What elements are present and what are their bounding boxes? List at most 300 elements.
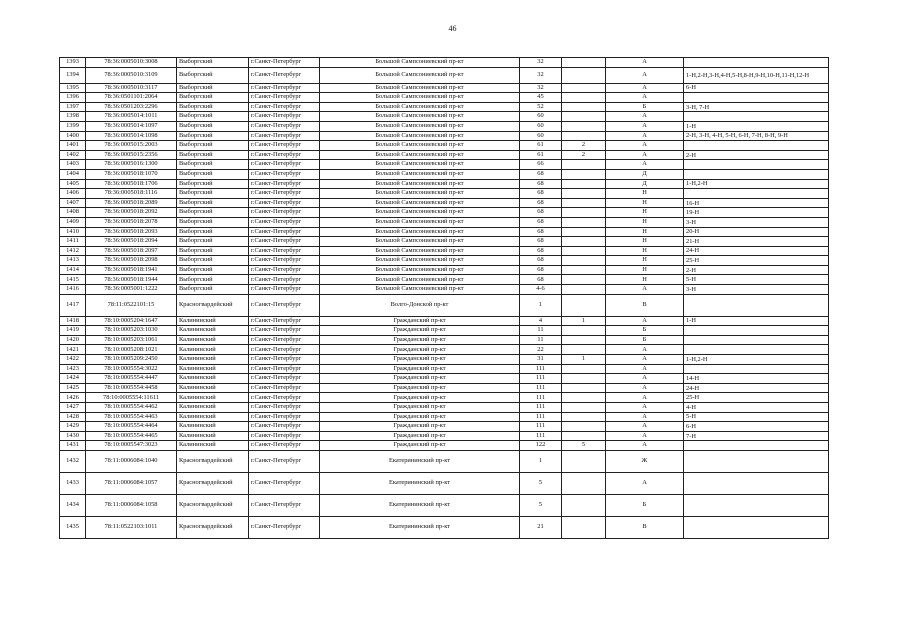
street-name-cell: Екатерининский пр-кт (320, 450, 520, 472)
cadastral-number-cell: 78:36:0005018:1070 (86, 169, 177, 179)
city-name-cell: г.Санкт-Петербург (249, 198, 320, 208)
table-row (60, 516, 829, 538)
house-number-cell: 111 (520, 364, 562, 374)
row-number-cell: 1434 (60, 494, 86, 516)
building-number-cell (562, 256, 606, 266)
letter-cell: А (606, 121, 684, 131)
city-name-cell: г.Санкт-Петербург (249, 494, 320, 516)
district-name-cell: Выборгский (177, 160, 249, 170)
row-number-cell: 1427 (60, 403, 86, 413)
building-number-cell (562, 112, 606, 122)
cadastral-number-cell: 78:10:0005554:4464 (86, 422, 177, 432)
house-number-cell: 111 (520, 412, 562, 422)
street-name-cell: Гражданский пр-кт (320, 374, 520, 384)
premises-cell: 1-Н (684, 316, 829, 326)
district-name-cell: Выборгский (177, 83, 249, 93)
house-number-cell: 5 (520, 494, 562, 516)
city-name-cell: г.Санкт-Петербург (249, 150, 320, 160)
district-name-cell: Выборгский (177, 246, 249, 256)
table-row (60, 422, 829, 432)
letter-cell: Н (606, 246, 684, 256)
building-number-cell (562, 83, 606, 93)
building-number-cell (562, 345, 606, 355)
table-row (60, 450, 829, 472)
house-number-cell: 111 (520, 431, 562, 441)
table-row (60, 326, 829, 336)
house-number-cell: 68 (520, 275, 562, 285)
street-name-cell: Большой Сампсониевский пр-кт (320, 67, 520, 83)
letter-cell: А (606, 412, 684, 422)
district-name-cell: Выборгский (177, 227, 249, 237)
building-number-cell (562, 275, 606, 285)
cadastral-number-cell: 78:36:0501203:2296 (86, 102, 177, 112)
district-name-cell: Выборгский (177, 141, 249, 151)
premises-cell (684, 450, 829, 472)
premises-cell: 3-Н, 7-Н (684, 102, 829, 112)
table-row (60, 431, 829, 441)
cadastral-number-cell: 78:10:0005554:4463 (86, 412, 177, 422)
street-name-cell: Большой Сампсониевский пр-кт (320, 227, 520, 237)
district-name-cell: Калининский (177, 355, 249, 365)
city-name-cell: г.Санкт-Петербург (249, 412, 320, 422)
table-row (60, 374, 829, 384)
table-row (60, 294, 829, 316)
row-number-cell: 1414 (60, 265, 86, 275)
city-name-cell: г.Санкт-Петербург (249, 131, 320, 141)
cadastral-number-cell: 78:10:0005554:4462 (86, 403, 177, 413)
house-number-cell: 22 (520, 345, 562, 355)
house-number-cell: 61 (520, 141, 562, 151)
cadastral-number-cell: 78:36:0005010:3117 (86, 83, 177, 93)
letter-cell: В (606, 516, 684, 538)
letter-cell: А (606, 472, 684, 494)
row-number-cell: 1399 (60, 121, 86, 131)
district-name-cell: Выборгский (177, 93, 249, 103)
building-number-cell (562, 364, 606, 374)
cadastral-number-cell: 78:36:0005018:2089 (86, 198, 177, 208)
district-name-cell: Выборгский (177, 150, 249, 160)
letter-cell: Н (606, 256, 684, 266)
house-number-cell: 68 (520, 198, 562, 208)
table-row (60, 179, 829, 189)
premises-cell (684, 93, 829, 103)
house-number-cell: 68 (520, 189, 562, 199)
row-number-cell: 1416 (60, 285, 86, 295)
cadastral-number-cell: 78:36:0005018:2078 (86, 217, 177, 227)
house-number-cell: 60 (520, 131, 562, 141)
cadastral-number-cell: 78:11:0006084:1040 (86, 450, 177, 472)
row-number-cell: 1426 (60, 393, 86, 403)
table-row (60, 131, 829, 141)
premises-cell (684, 189, 829, 199)
row-number-cell: 1406 (60, 189, 86, 199)
street-name-cell: Гражданский пр-кт (320, 316, 520, 326)
letter-cell: А (606, 345, 684, 355)
premises-cell (684, 294, 829, 316)
district-name-cell: Выборгский (177, 275, 249, 285)
row-number-cell: 1407 (60, 198, 86, 208)
city-name-cell: г.Санкт-Петербург (249, 431, 320, 441)
building-number-cell (562, 227, 606, 237)
house-number-cell: 45 (520, 93, 562, 103)
table-row (60, 275, 829, 285)
premises-cell: 1-Н (684, 121, 829, 131)
city-name-cell: г.Санкт-Петербург (249, 472, 320, 494)
house-number-cell: 68 (520, 179, 562, 189)
premises-cell: 25-Н (684, 393, 829, 403)
premises-cell: 2-Н (684, 265, 829, 275)
city-name-cell: г.Санкт-Петербург (249, 67, 320, 83)
cadastral-number-cell: 78:36:0005018:2094 (86, 237, 177, 247)
street-name-cell: Гражданский пр-кт (320, 431, 520, 441)
house-number-cell: 68 (520, 246, 562, 256)
table-row (60, 246, 829, 256)
street-name-cell: Большой Сампсониевский пр-кт (320, 179, 520, 189)
street-name-cell: Большой Сампсониевский пр-кт (320, 58, 520, 68)
city-name-cell: г.Санкт-Петербург (249, 141, 320, 151)
street-name-cell: Гражданский пр-кт (320, 364, 520, 374)
street-name-cell: Большой Сампсониевский пр-кт (320, 93, 520, 103)
district-name-cell: Красногвардейский (177, 294, 249, 316)
premises-cell (684, 472, 829, 494)
cadastral-number-cell: 78:10:0005547:3023 (86, 441, 177, 451)
row-number-cell: 1408 (60, 208, 86, 218)
row-number-cell: 1395 (60, 83, 86, 93)
district-name-cell: Выборгский (177, 121, 249, 131)
city-name-cell: г.Санкт-Петербург (249, 208, 320, 218)
building-number-cell (562, 169, 606, 179)
table-body (60, 58, 829, 539)
premises-cell: 2-Н (684, 150, 829, 160)
row-number-cell: 1421 (60, 345, 86, 355)
cadastral-number-cell: 78:36:0005014:1097 (86, 121, 177, 131)
table-row (60, 285, 829, 295)
house-number-cell: 111 (520, 403, 562, 413)
premises-cell: 21-Н (684, 237, 829, 247)
premises-cell (684, 335, 829, 345)
building-number-cell: 2 (562, 150, 606, 160)
table-row (60, 208, 829, 218)
building-number-cell (562, 237, 606, 247)
table-row (60, 237, 829, 247)
street-name-cell: Екатерининский пр-кт (320, 472, 520, 494)
city-name-cell: г.Санкт-Петербург (249, 237, 320, 247)
letter-cell: А (606, 58, 684, 68)
building-number-cell (562, 516, 606, 538)
table-row (60, 67, 829, 83)
building-number-cell (562, 67, 606, 83)
row-number-cell: 1423 (60, 364, 86, 374)
table-row (60, 383, 829, 393)
district-name-cell: Выборгский (177, 131, 249, 141)
district-name-cell: Выборгский (177, 285, 249, 295)
building-number-cell (562, 403, 606, 413)
building-number-cell (562, 472, 606, 494)
city-name-cell: г.Санкт-Петербург (249, 516, 320, 538)
cadastral-number-cell: 78:11:0006084:1057 (86, 472, 177, 494)
letter-cell: А (606, 393, 684, 403)
table-row (60, 494, 829, 516)
cadastral-number-cell: 78:11:0006084:1058 (86, 494, 177, 516)
house-number-cell: 52 (520, 102, 562, 112)
premises-cell (684, 441, 829, 451)
property-registry-table (59, 57, 829, 539)
district-name-cell: Красногвардейский (177, 450, 249, 472)
house-number-cell: 111 (520, 374, 562, 384)
city-name-cell: г.Санкт-Петербург (249, 316, 320, 326)
cadastral-number-cell: 78:36:0005018:2098 (86, 256, 177, 266)
cadastral-number-cell: 78:36:0005014:1098 (86, 131, 177, 141)
street-name-cell: Большой Сампсониевский пр-кт (320, 131, 520, 141)
table-row (60, 227, 829, 237)
row-number-cell: 1401 (60, 141, 86, 151)
city-name-cell: г.Санкт-Петербург (249, 217, 320, 227)
letter-cell: А (606, 374, 684, 384)
house-number-cell: 32 (520, 83, 562, 93)
row-number-cell: 1394 (60, 67, 86, 83)
house-number-cell: 32 (520, 58, 562, 68)
letter-cell: А (606, 150, 684, 160)
city-name-cell: г.Санкт-Петербург (249, 265, 320, 275)
district-name-cell: Калининский (177, 374, 249, 384)
house-number-cell: 66 (520, 160, 562, 170)
cadastral-number-cell: 78:36:0005018:2092 (86, 208, 177, 218)
row-number-cell: 1396 (60, 93, 86, 103)
cadastral-number-cell: 78:36:0005018:1116 (86, 189, 177, 199)
letter-cell: А (606, 355, 684, 365)
table-row (60, 345, 829, 355)
letter-cell: А (606, 131, 684, 141)
row-number-cell: 1397 (60, 102, 86, 112)
cadastral-number-cell: 78:36:0005018:1706 (86, 179, 177, 189)
letter-cell: Н (606, 208, 684, 218)
district-name-cell: Красногвардейский (177, 472, 249, 494)
building-number-cell (562, 58, 606, 68)
premises-cell: 5-Н (684, 412, 829, 422)
row-number-cell: 1424 (60, 374, 86, 384)
cadastral-number-cell: 78:10:0005203:1030 (86, 326, 177, 336)
premises-cell (684, 516, 829, 538)
house-number-cell: 31 (520, 355, 562, 365)
premises-cell (684, 326, 829, 336)
cadastral-number-cell: 78:10:0005554:3022 (86, 364, 177, 374)
district-name-cell: Выборгский (177, 198, 249, 208)
house-number-cell: 1 (520, 294, 562, 316)
city-name-cell: г.Санкт-Петербург (249, 403, 320, 413)
letter-cell: А (606, 403, 684, 413)
building-number-cell (562, 326, 606, 336)
district-name-cell: Выборгский (177, 169, 249, 179)
house-number-cell: 60 (520, 121, 562, 131)
street-name-cell: Большой Сампсониевский пр-кт (320, 246, 520, 256)
city-name-cell: г.Санкт-Петербург (249, 112, 320, 122)
premises-cell: 6-Н (684, 83, 829, 93)
premises-cell (684, 160, 829, 170)
table-row (60, 169, 829, 179)
city-name-cell: г.Санкт-Петербург (249, 93, 320, 103)
building-number-cell (562, 494, 606, 516)
cadastral-number-cell: 78:10:0005554:4447 (86, 374, 177, 384)
city-name-cell: г.Санкт-Петербург (249, 335, 320, 345)
row-number-cell: 1405 (60, 179, 86, 189)
table-row (60, 412, 829, 422)
district-name-cell: Калининский (177, 383, 249, 393)
street-name-cell: Гражданский пр-кт (320, 335, 520, 345)
city-name-cell: г.Санкт-Петербург (249, 83, 320, 93)
premises-cell (684, 169, 829, 179)
table-row (60, 256, 829, 266)
city-name-cell: г.Санкт-Петербург (249, 121, 320, 131)
district-name-cell: Выборгский (177, 256, 249, 266)
street-name-cell: Большой Сампсониевский пр-кт (320, 285, 520, 295)
letter-cell: Н (606, 237, 684, 247)
row-number-cell: 1429 (60, 422, 86, 432)
city-name-cell: г.Санкт-Петербург (249, 246, 320, 256)
building-number-cell (562, 335, 606, 345)
cadastral-number-cell: 78:36:0501101:2064 (86, 93, 177, 103)
city-name-cell: г.Санкт-Петербург (249, 189, 320, 199)
district-name-cell: Калининский (177, 403, 249, 413)
street-name-cell: Большой Сампсониевский пр-кт (320, 141, 520, 151)
table-row (60, 112, 829, 122)
city-name-cell: г.Санкт-Петербург (249, 160, 320, 170)
building-number-cell (562, 393, 606, 403)
row-number-cell: 1431 (60, 441, 86, 451)
letter-cell: Н (606, 198, 684, 208)
building-number-cell (562, 121, 606, 131)
building-number-cell (562, 198, 606, 208)
house-number-cell: 61 (520, 150, 562, 160)
street-name-cell: Большой Сампсониевский пр-кт (320, 217, 520, 227)
street-name-cell: Большой Сампсониевский пр-кт (320, 189, 520, 199)
building-number-cell (562, 131, 606, 141)
street-name-cell: Большой Сампсониевский пр-кт (320, 112, 520, 122)
row-number-cell: 1398 (60, 112, 86, 122)
table-row (60, 355, 829, 365)
letter-cell: Б (606, 494, 684, 516)
street-name-cell: Большой Сампсониевский пр-кт (320, 256, 520, 266)
district-name-cell: Красногвардейский (177, 516, 249, 538)
row-number-cell: 1404 (60, 169, 86, 179)
district-name-cell: Красногвардейский (177, 494, 249, 516)
building-number-cell (562, 208, 606, 218)
street-name-cell: Большой Сампсониевский пр-кт (320, 102, 520, 112)
building-number-cell (562, 294, 606, 316)
row-number-cell: 1417 (60, 294, 86, 316)
letter-cell: Н (606, 227, 684, 237)
building-number-cell (562, 160, 606, 170)
district-name-cell: Калининский (177, 345, 249, 355)
row-number-cell: 1430 (60, 431, 86, 441)
letter-cell: Б (606, 326, 684, 336)
cadastral-number-cell: 78:36:0005018:2093 (86, 227, 177, 237)
letter-cell: А (606, 441, 684, 451)
row-number-cell: 1435 (60, 516, 86, 538)
letter-cell: Д (606, 179, 684, 189)
premises-cell: 20-Н (684, 227, 829, 237)
building-number-cell: 1 (562, 316, 606, 326)
city-name-cell: г.Санкт-Петербург (249, 450, 320, 472)
premises-cell: 3-Н (684, 217, 829, 227)
row-number-cell: 1433 (60, 472, 86, 494)
house-number-cell: 11 (520, 326, 562, 336)
cadastral-number-cell: 78:36:0005016:1300 (86, 160, 177, 170)
city-name-cell: г.Санкт-Петербург (249, 393, 320, 403)
cadastral-number-cell: 78:10:0005554:4458 (86, 383, 177, 393)
district-name-cell: Калининский (177, 335, 249, 345)
cadastral-number-cell: 78:10:0005209:2450 (86, 355, 177, 365)
building-number-cell (562, 179, 606, 189)
street-name-cell: Гражданский пр-кт (320, 441, 520, 451)
table-row (60, 441, 829, 451)
cadastral-number-cell: 78:11:0522103:1011 (86, 516, 177, 538)
street-name-cell: Большой Сампсониевский пр-кт (320, 237, 520, 247)
table-row (60, 316, 829, 326)
house-number-cell: 68 (520, 169, 562, 179)
house-number-cell: 1 (520, 450, 562, 472)
premises-cell (684, 141, 829, 151)
premises-cell: 2-Н, 3-Н, 4-Н, 5-Н, 6-Н, 7-Н, 8-Н, 9-Н (684, 131, 829, 141)
letter-cell: А (606, 160, 684, 170)
street-name-cell: Гражданский пр-кт (320, 412, 520, 422)
house-number-cell: 68 (520, 227, 562, 237)
table-row (60, 121, 829, 131)
city-name-cell: г.Санкт-Петербург (249, 326, 320, 336)
street-name-cell: Большой Сампсониевский пр-кт (320, 198, 520, 208)
street-name-cell: Екатерининский пр-кт (320, 516, 520, 538)
building-number-cell (562, 102, 606, 112)
premises-cell: 25-Н (684, 256, 829, 266)
street-name-cell: Гражданский пр-кт (320, 383, 520, 393)
row-number-cell: 1420 (60, 335, 86, 345)
city-name-cell: г.Санкт-Петербург (249, 364, 320, 374)
city-name-cell: г.Санкт-Петербург (249, 355, 320, 365)
district-name-cell: Калининский (177, 412, 249, 422)
city-name-cell: г.Санкт-Петербург (249, 285, 320, 295)
street-name-cell: Екатерининский пр-кт (320, 494, 520, 516)
district-name-cell: Калининский (177, 326, 249, 336)
city-name-cell: г.Санкт-Петербург (249, 58, 320, 68)
city-name-cell: г.Санкт-Петербург (249, 179, 320, 189)
cadastral-number-cell: 78:36:0005018:1941 (86, 265, 177, 275)
street-name-cell: Гражданский пр-кт (320, 355, 520, 365)
building-number-cell (562, 265, 606, 275)
letter-cell: А (606, 383, 684, 393)
row-number-cell: 1418 (60, 316, 86, 326)
premises-cell: 1-Н,2-Н (684, 179, 829, 189)
premises-cell: 19-Н (684, 208, 829, 218)
district-name-cell: Выборгский (177, 102, 249, 112)
premises-cell (684, 364, 829, 374)
house-number-cell: 4 (520, 316, 562, 326)
building-number-cell (562, 431, 606, 441)
district-name-cell: Выборгский (177, 67, 249, 83)
cadastral-number-cell: 78:10:0005554:11611 (86, 393, 177, 403)
building-number-cell (562, 285, 606, 295)
letter-cell: Б (606, 335, 684, 345)
district-name-cell: Выборгский (177, 58, 249, 68)
premises-cell (684, 345, 829, 355)
cadastral-number-cell: 78:36:0005010:3109 (86, 67, 177, 83)
house-number-cell: 60 (520, 112, 562, 122)
premises-cell: 1-Н,2-Н (684, 355, 829, 365)
table-row (60, 265, 829, 275)
row-number-cell: 1432 (60, 450, 86, 472)
row-number-cell: 1409 (60, 217, 86, 227)
letter-cell: А (606, 93, 684, 103)
cadastral-number-cell: 78:10:0005554:4465 (86, 431, 177, 441)
premises-cell: 7-Н (684, 431, 829, 441)
